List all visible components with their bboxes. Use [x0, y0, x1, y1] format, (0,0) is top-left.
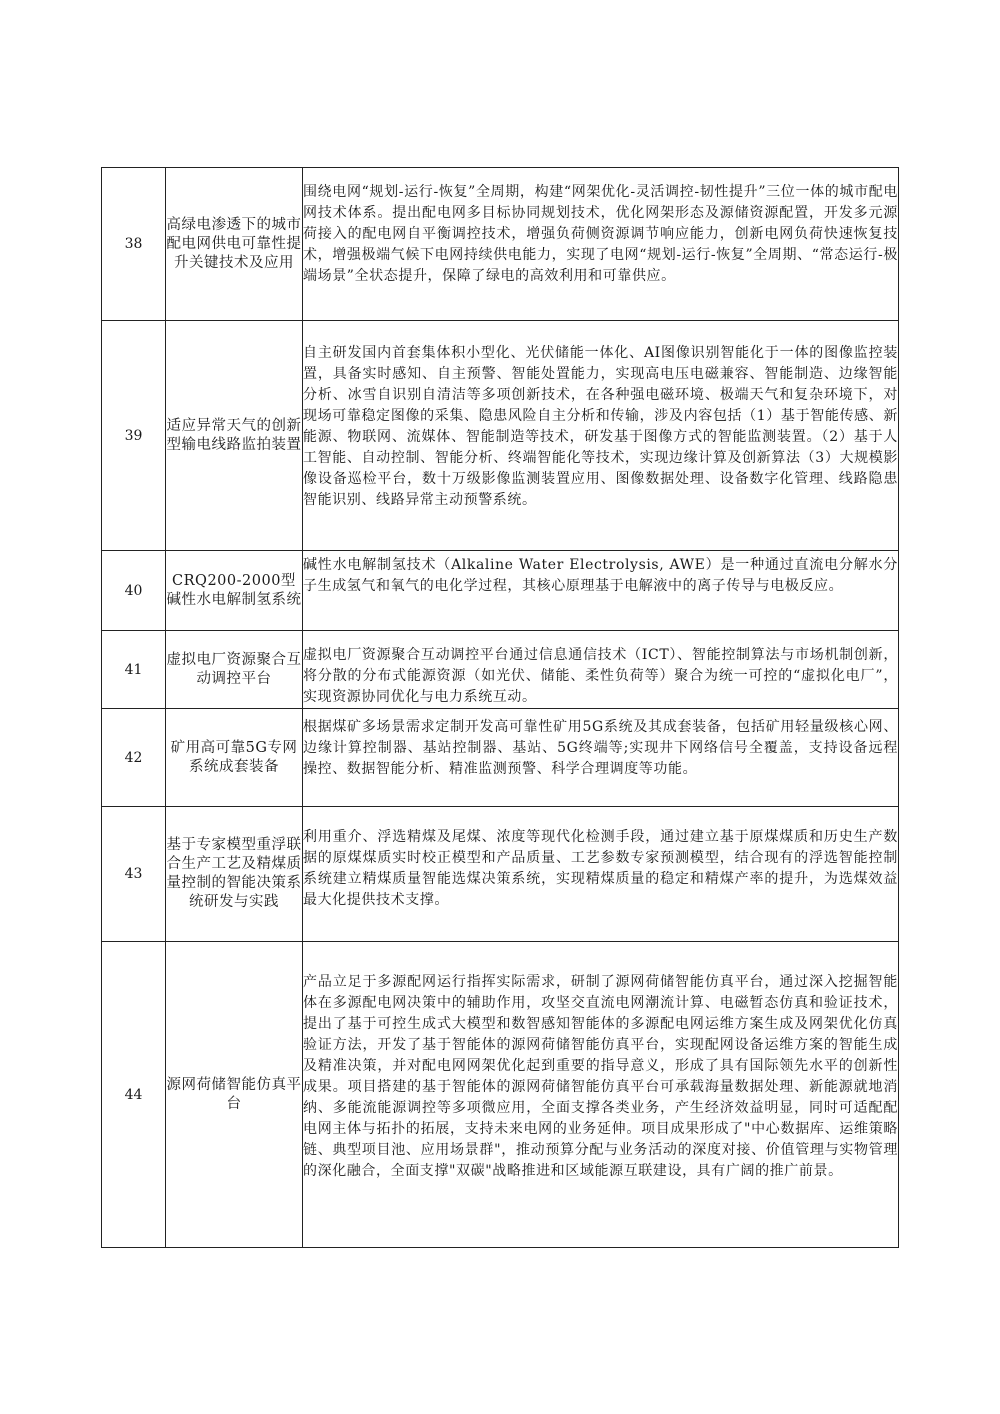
project-description: 自主研发国内首套集体积小型化、光伏储能一体化、AI图像识别智能化于一体的图像监控装置，具备实时感知、自主预警、智能处置能力，实现高电压电磁兼容、智能制造、边缘智能分析、冰雪自识别自清洁等多项创新技术，在各种强电磁环境、极端天气和复杂环境下，对现场可靠稳定图像的采集、隐患风险自主分析和传输，涉及内容包括（1）基于智能传感、新能源、物联网、流媒体、智能制造等技术，研发基于图像方式的智能监测装置。（2）基于人工智能、自动控制、智能分析、终端智能化等技术，实现边缘计算及创新算法（3）大规模影像设备巡检平台，数十万级影像监测装置应用、图像数据处理、设备数字化管理、线路隐患智能识别、线路异常主动预警系统。: [303, 321, 899, 551]
project-name: 源网荷储智能仿真平台: [166, 942, 303, 1248]
row-number: 42: [102, 709, 166, 807]
row-number: 41: [102, 631, 166, 709]
row-number: 43: [102, 807, 166, 942]
project-name: 基于专家模型重浮联合生产工艺及精煤质量控制的智能决策系统研发与实践: [166, 807, 303, 942]
project-name: 矿用高可靠5G专网系统成套装备: [166, 709, 303, 807]
row-number: 40: [102, 551, 166, 631]
project-description: 碱性水电解制氢技术（Alkaline Water Electrolysis, AWE）是一种通过直流电分解水分子生成氢气和氧气的电化学过程，其核心原理基于电解液中的离子传导与电极反应。: [303, 551, 899, 631]
project-name: CRQ200-2000型碱性水电解制氢系统: [166, 551, 303, 631]
table-row: [102, 168, 899, 321]
table-row: [102, 321, 899, 551]
project-table: [101, 167, 899, 1248]
project-name: 虚拟电厂资源聚合互动调控平台: [166, 631, 303, 709]
project-description: 根据煤矿多场景需求定制开发高可靠性矿用5G系统及其成套装备，包括矿用轻量级核心网、边缘计算控制器、基站控制器、基站、5G终端等;实现井下网络信号全覆盖，支持设备远程操控、数据智能分析、精准监测预警、科学合理调度等功能。: [303, 709, 899, 807]
project-name: 适应异常天气的创新型输电线路监拍装置: [166, 321, 303, 551]
project-description: 虚拟电厂资源聚合互动调控平台通过信息通信技术（ICT）、智能控制算法与市场机制创新，将分散的分布式能源资源（如光伏、储能、柔性负荷等）聚合为统一可控的“虚拟化电厂”，实现资源协同优化与电力系统互动。: [303, 631, 899, 709]
project-description: 围绕电网“规划-运行-恢复”全周期，构建“网架优化-灵活调控-韧性提升”三位一体的城市配电网技术体系。提出配电网多目标协同规划技术，优化网架形态及源储资源配置，开发多元源荷接入的配电网自平衡调控技术，增强负荷侧资源调节响应能力，创新电网负荷快速恢复技术，增强极端气候下电网持续供电能力，实现了电网“规划-运行-恢复”全周期、“常态运行-极端场景”全状态提升，保障了绿电的高效利用和可靠供应。: [303, 168, 899, 321]
row-number: 44: [102, 942, 166, 1248]
table-row: [102, 942, 899, 1248]
project-name: 高绿电渗透下的城市配电网供电可靠性提升关键技术及应用: [166, 168, 303, 321]
table-row: [102, 631, 899, 709]
table-row: [102, 709, 899, 807]
project-description: 产品立足于多源配网运行指挥实际需求，研制了源网荷储智能仿真平台，通过深入挖掘智能体在多源配电网决策中的辅助作用，攻坚交直流电网潮流计算、电磁暂态仿真和验证技术，提出了基于可控生成式大模型和数智感知智能体的多源配电网运维方案生成及网架优化仿真验证方法，开发了基于智能体的源网荷储智能仿真平台，实现配网设备运维方案的智能生成及精准决策，并对配电网网架优化起到重要的指导意义，形成了具有国际领先水平的创新性成果。项目搭建的基于智能体的源网荷储智能仿真平台可承载海量数据处理、新能源就地消纳、多能流能源调控等多项微应用，全面支撑各类业务，产生经济效益明显，同时可适配配电网主体与拓扑的拓展，支持未来电网的业务延伸。项目成果形成了"中心数据库、运维策略链、典型项目池、应用场景群"，推动预算分配与业务活动的深度对接、价值管理与实物管理的深化融合，全面支撑"双碳"战略推进和区域能源互联建设，具有广阔的推广前景。: [303, 942, 899, 1248]
row-number: 38: [102, 168, 166, 321]
project-description: 利用重介、浮选精煤及尾煤、浓度等现代化检测手段，通过建立基于原煤煤质和历史生产数据的原煤煤质实时校正模型和产品质量、工艺参数专家预测模型，结合现有的浮选智能控制系统建立精煤质量智能选煤决策系统，实现精煤质量的稳定和精煤产率的提升，为选煤效益最大化提供技术支撑。: [303, 807, 899, 942]
row-number: 39: [102, 321, 166, 551]
table-row: [102, 551, 899, 631]
table-row: [102, 807, 899, 942]
